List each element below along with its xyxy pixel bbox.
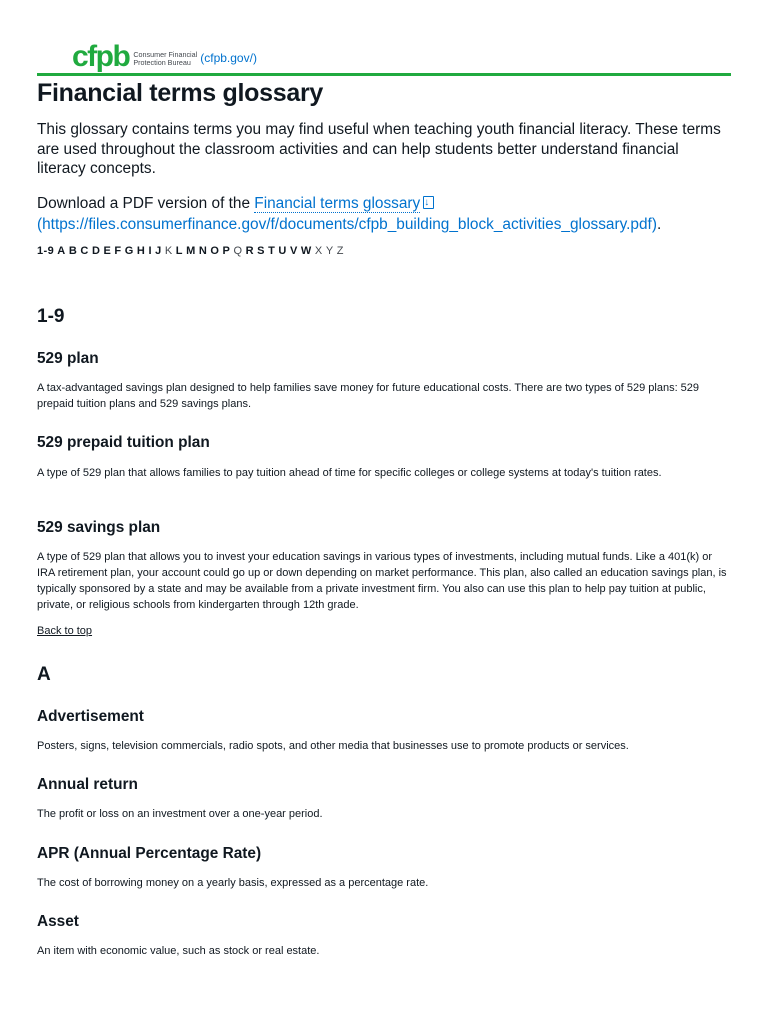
page-title: Financial terms glossary [37, 79, 323, 107]
alphabet-link-o[interactable]: O [210, 245, 220, 257]
alphabet-link-q: Q [233, 245, 243, 257]
download-suffix: . [656, 215, 662, 233]
alphabet-link-s[interactable]: S [257, 245, 265, 257]
download-paragraph [37, 194, 731, 235]
alphabet-link-w[interactable]: W [300, 245, 312, 257]
definition-529-prepaid-tuition-plan: A type of 529 plan that allows families to pay tuition ahead of time for specific colleges or college systems at today's tuition rates. [37, 467, 662, 479]
alphabet-link-z: Z [336, 245, 344, 257]
alphabet-link-b[interactable]: B [68, 245, 78, 257]
term-annual-return: Annual return [37, 776, 138, 793]
definition-advertisement: Posters, signs, television commercials, radio spots, and other media that businesses use to promote products or services. [37, 740, 629, 752]
alphabet-link-i[interactable]: I [148, 245, 152, 257]
logo-text [133, 51, 197, 67]
alphabet-link-e[interactable]: E [103, 245, 112, 257]
definition-annual-return: The profit or loss on an investment over a one-year period. [37, 808, 323, 820]
alphabet-link-h[interactable]: H [136, 245, 146, 257]
term-529-savings-plan: 529 savings plan [37, 519, 161, 536]
section-heading-1-9: 1-9 [37, 306, 65, 327]
term-advertisement: Advertisement [37, 708, 144, 725]
alphabet-link-j[interactable]: J [155, 245, 162, 257]
definition-529-plan: A tax-advantaged savings plan designed to help families save money for future educational costs. There are two types of 529 plans: 529 prepaid tuition plans and 529 savings plans. [37, 382, 700, 410]
term-529-prepaid-tuition-plan: 529 prepaid tuition plan [37, 434, 210, 451]
alphabet-nav [37, 245, 344, 257]
logo-url[interactable]: (cfpb.gov/) [200, 51, 257, 65]
alphabet-link-1-9[interactable]: 1-9 [37, 245, 55, 257]
section-heading-a: A [37, 664, 51, 685]
download-icon [423, 196, 434, 209]
term-apr: APR (Annual Percentage Rate) [37, 845, 262, 862]
download-prefix: Download a PDF version of the [37, 195, 251, 212]
alphabet-link-t[interactable]: T [268, 245, 276, 257]
definition-asset: An item with economic value, such as stock or real estate. [37, 945, 320, 957]
glossary-pdf-link[interactable]: Financial terms glossary [254, 195, 421, 212]
definition-apr: The cost of borrowing money on a yearly basis, expressed as a percentage rate. [37, 877, 429, 889]
page [37, 0, 731, 957]
alphabet-link-m[interactable]: M [186, 245, 196, 257]
alphabet-link-u[interactable]: U [278, 245, 287, 257]
cfpb-logo[interactable] [72, 40, 257, 73]
logo-line-2: Protection Bureau [133, 58, 191, 67]
alphabet-link-a[interactable]: A [57, 245, 66, 257]
alphabet-link-y: Y [325, 245, 334, 257]
definition-529-savings-plan: A type of 529 plan that allows you to invest your education savings in various types of investments, including mutual funds. Like a 401(k) or IRA retirement plan, your account could go up or down depending on market performance. This plan, also called an education savings plan, is typically sponsored by a state and may be available from a private investment firm. You also can use this plan to help pay tuition at public, private, or religious schools from kindergarten through 12th grade. [37, 551, 727, 611]
alphabet-link-c[interactable]: C [80, 245, 89, 257]
logo-mark: cfpb [72, 40, 130, 73]
back-to-top-link[interactable]: Back to top [37, 625, 93, 637]
alphabet-link-p[interactable]: P [222, 245, 231, 257]
alphabet-link-r[interactable]: R [245, 245, 254, 257]
alphabet-link-l[interactable]: L [175, 245, 183, 257]
alphabet-link-g[interactable]: G [124, 245, 134, 257]
logo-line-1: Consumer Financial [133, 50, 198, 59]
term-asset: Asset [37, 913, 79, 930]
glossary-pdf-url[interactable]: (https://files.consumerfinance.gov/f/documents/cfpb_building_block_activities_glossary.pdf) [37, 215, 657, 233]
alphabet-link-d[interactable]: D [91, 245, 101, 257]
term-529-plan: 529 plan [37, 350, 99, 367]
alphabet-link-k: K [164, 245, 173, 257]
site-header [37, 0, 731, 74]
alphabet-link-f[interactable]: F [114, 245, 122, 257]
intro-paragraph: This glossary contains terms you may find useful when teaching youth financial literacy. These terms are used throughout the classroom activities and can help students better understand financial literacy concepts. [37, 121, 721, 177]
alphabet-link-n[interactable]: N [198, 245, 208, 257]
header-rule [37, 73, 731, 76]
alphabet-link-v[interactable]: V [289, 245, 298, 257]
alphabet-link-x: X [314, 245, 323, 257]
